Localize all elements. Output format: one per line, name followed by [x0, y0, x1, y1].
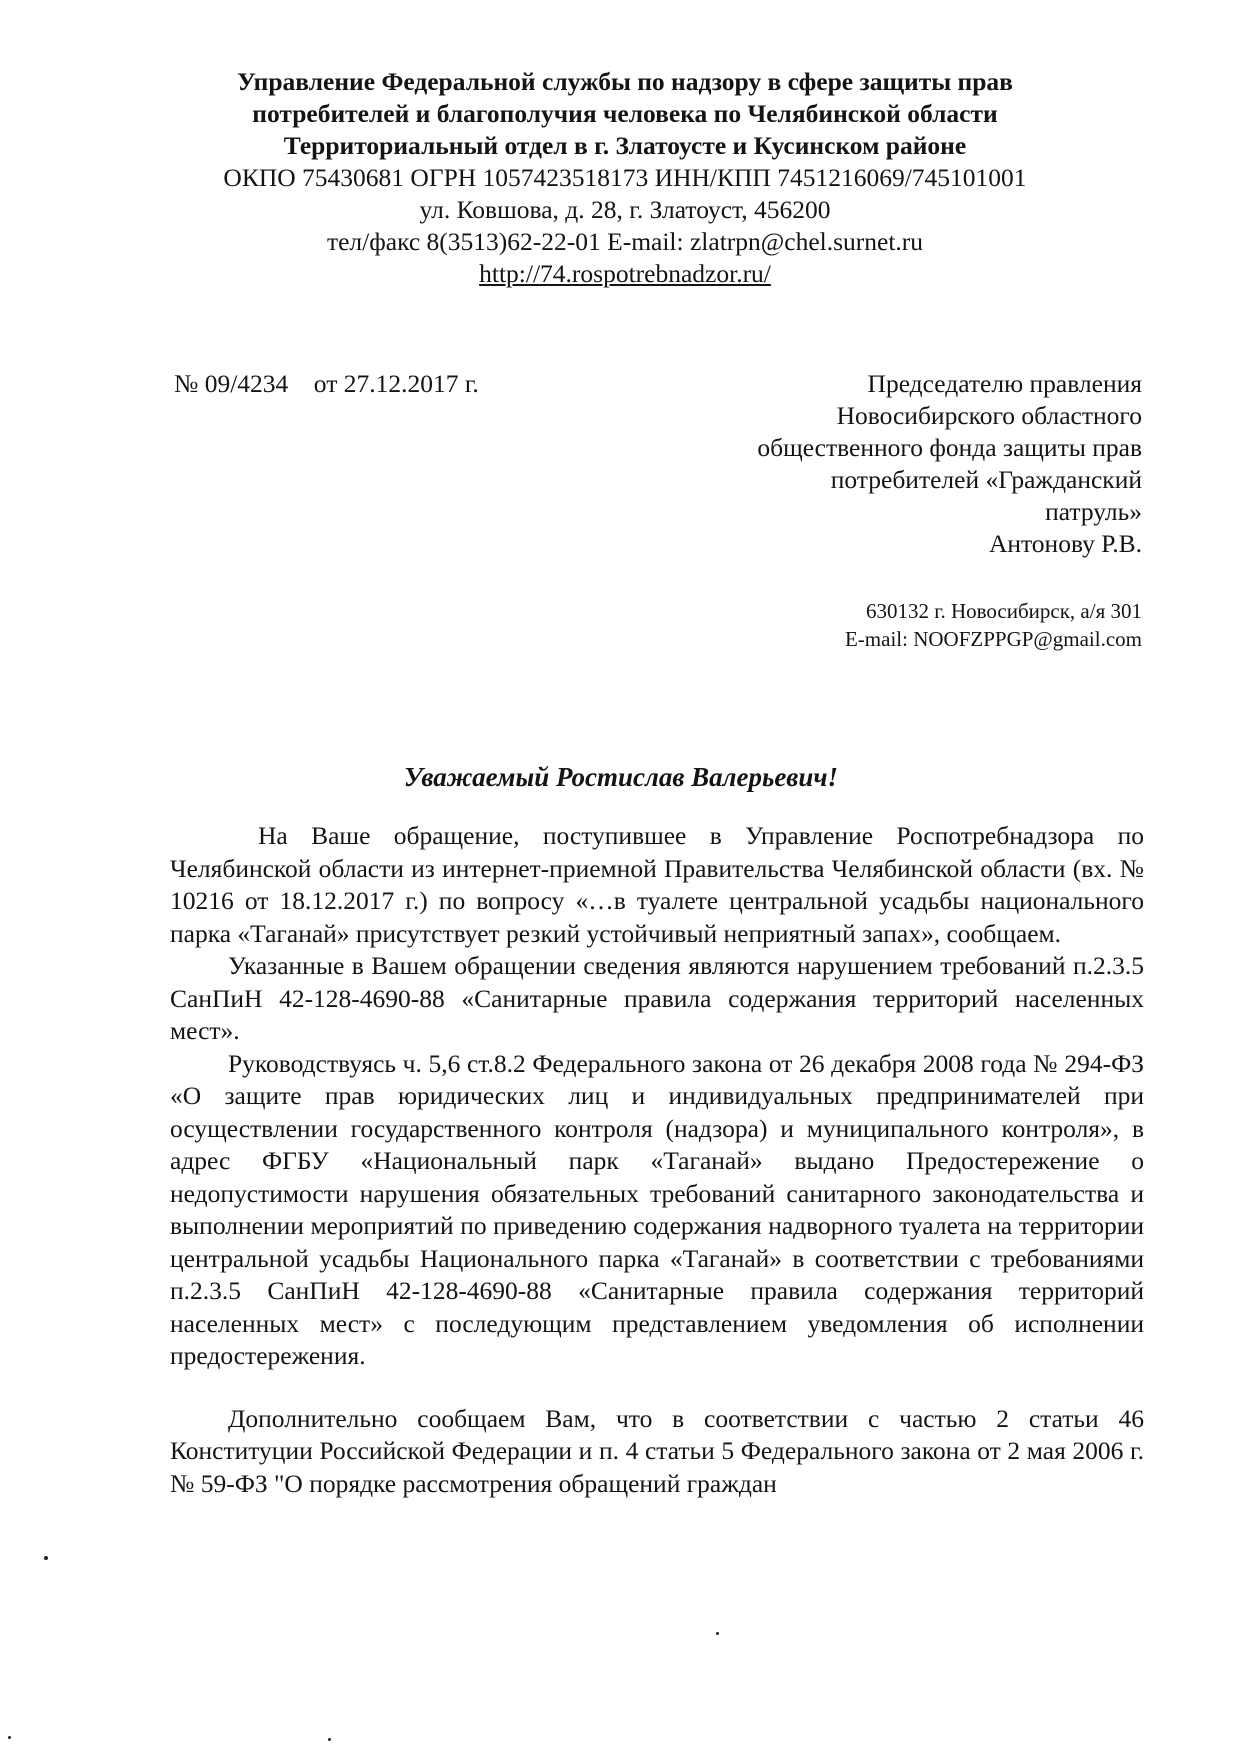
letter-reference [174, 368, 479, 400]
salutation: Уважаемый Ростислав Валерьевич! [403, 762, 839, 792]
addressee-name: Антонову Р.В. [988, 529, 1142, 558]
addressee-line-1: Председателю правления [867, 369, 1142, 398]
addressee-contacts [845, 597, 1142, 653]
org-requisites: ОКПО 75430681 ОГРН 1057423518173 ИНН/КПП 7451216069/745101001 [223, 163, 1027, 192]
letterhead [120, 66, 1130, 290]
org-name-line-2: потребителей и благополучия человека по Челябинской области [252, 99, 998, 128]
addressee-postal-address: 630132 г. Новосибирск, а/я 301 [865, 599, 1142, 623]
body-paragraph-1: На Ваше обращение, поступившее в Управление Роспотребнадзора по Челябинской области из интернет-приемной Правительства Челябинской области (вх. № 10216 от 18.12.2017 г.) по вопросу «…в туалете центральной усадьбы национального парка «Таганай» присутствует резкий устойчивый неприятный запах», сообщаем. [170, 821, 1144, 948]
addressee-block [622, 368, 1142, 560]
addressee-email: E-mail: NOOFZPPGP@gmail.com [844, 627, 1142, 651]
org-website-link[interactable]: http://74.rospotrebnadzor.ru/ [479, 259, 771, 288]
addressee-line-5: патруль» [1045, 497, 1142, 526]
scan-speck [44, 1556, 48, 1560]
letter-body [170, 820, 1144, 1500]
scan-speck [328, 1738, 331, 1741]
body-paragraph-2: Указанные в Вашем обращении сведения являются нарушением требований п.2.3.5 СанПиН 42-128-4690-88 «Санитарные правила содержания территорий населенных мест». [170, 951, 1144, 1045]
org-contacts: тел/факс 8(3513)62-22-01 E-mail: zlatrpn@chel.surnet.ru [326, 227, 924, 256]
addressee-line-3: общественного фонда защиты прав [757, 433, 1142, 462]
reference-number: № 09/4234 [174, 369, 289, 398]
addressee-line-2: Новосибирского областного [836, 401, 1142, 430]
body-paragraph-4: Дополнительно сообщаем Вам, что в соответствии с частью 2 статьи 46 Конституции Российской Федерации и п. 4 статьи 5 Федерального закона от 2 мая 2006 г. № 59-ФЗ "О порядке рассмотрения обращений граждан [170, 1403, 1144, 1498]
addressee-line-4: потребителей «Гражданский [830, 465, 1142, 494]
scan-speck [716, 1632, 719, 1635]
scan-speck [8, 1736, 11, 1739]
reference-date: от 27.12.2017 г. [313, 369, 479, 398]
body-paragraph-3: Руководствуясь ч. 5,6 ст.8.2 Федерального закона от 26 декабря 2008 года № 294-ФЗ «О защите прав юридических лиц и индивидуальных предпринимателей при осуществлении государственного контроля (надзора) и муниципального контроля», в адрес ФГБУ «Национальный парк «Таганай» выдано Предостережение о недопустимости нарушения обязательных требований санитарного законодательства и выполнении мероприятий по приведению содержания надворного туалета на территории центральной усадьбы Национального парка «Таганай» в соответствии с требованиями п.2.3.5 СанПиН 42-128-4690-88 «Санитарные правила содержания территорий населенных мест» с последующим представлением уведомления об исполнении предостережения. [170, 1048, 1144, 1370]
org-address: ул. Ковшова, д. 28, г. Златоуст, 456200 [419, 195, 831, 224]
org-name-line-3: Территориальный отдел в г. Златоусте и Кусинском районе [283, 131, 967, 160]
org-name-line-1: Управление Федеральной службы по надзору в сфере защиты прав [237, 67, 1013, 96]
